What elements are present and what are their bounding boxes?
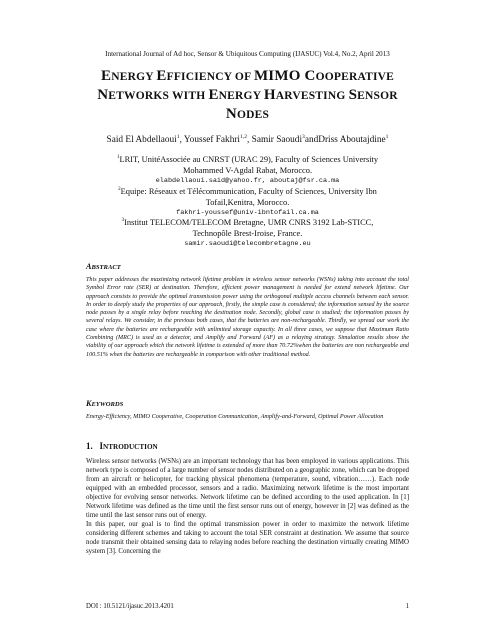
affiliation-1: $^1$LRIT, UnitéAssociée au CNRST (URAC 29), Faculty of Sciences University Mohammed V-Agdal Rabat, Morocco. elabdellaoui.said@yahoo.fr, aboutaj@fsr.ca.ma xyxy=(60,152,435,186)
keywords-text: Energy-Efficiency, MIMO Cooperative, Cooperation Communication, Amplify-and-Forward, Optimal Power Allocation xyxy=(86,413,384,420)
page-number: 1 xyxy=(405,603,409,610)
author-list: Said El Abdellaoui$^1$, Youssef Fakhri$^{1,2}$, Samir Saoudi$^3$andDriss Aboutajdine$^1$ xyxy=(106,134,389,146)
doi-label: DOI : 10.5121/ijasuc.2013.4201 xyxy=(86,603,174,610)
introduction-paragraph-2: In this paper, our goal is to find the optimal transmission power in order to maximize the network lifetime considering different schemes and taking to account the total SER constraint at destination. We assume that source node transmit their obtained sensing data to relaying nodes before reaching the destination virtually creating MIMO system [3]. Concerning the xyxy=(86,521,409,556)
introduction-heading: 1. INTRODUCTION xyxy=(86,441,158,451)
affiliation-3-email: samir.saoudi@telecombretagne.eu xyxy=(184,239,311,248)
abstract-heading: ABSTRACT xyxy=(86,262,121,271)
keywords-heading: KEYWORDS xyxy=(86,399,124,408)
abstract-text: This paper addresses the maximizing network lifetime problem in wireless sensor networks (WSNs) taking into account the total Symbol Error rate (SER) at destination. Therefore, efficient power management is needed for extend network lifetime. Our approach consists to provide the optimal transmission power using the orthogonal multiple access channels between each sensor. In order to deeply study the properties of our approach, firstly, the simple case is considered; the information sensed by the source node passes by a single relay before reaching the destination node. Secondly, global case is studied; the information passes by several relays. We consider, in the previous both cases, that the batteries are non-rechargeable. Thirdly, we spread our work the case where the batteries are rechargeable with unlimited storage capacity. In all three cases, we suppose that Maximum Ratio Combining (MRC) is used as a detector, and Amplify and Forward (AF) as a relaying strategy. Simulation results show the viability of our approach which the network lifetime is extended of more than 70.72%when the batteries are non rechargeable and 100.51% when the batteries are rechargeable in comparison with other traditional method. xyxy=(86,277,409,358)
introduction-paragraph-1: Wireless sensor networks (WSNs) are an important technology that has been employed in various applications. This network type is composed of a large number of sensor nodes distributed on a geographic zone, which can be dropped from an aircraft or helicopter, for tracking physical phenomena (temperature, sound, vibration……). Each node equipped with an embedded processor, sensors and a radio. Maximizing network lifetime is the most important objective for evolving sensor networks. Network lifetime can be defined according to the used application. In [1] Network lifetime was defined as the time until the first sensor runs out of energy, however in [2] was defined as the time until the last sensor runs out of energy. xyxy=(86,458,409,520)
affiliation-2-email: fakhri-youssef@univ-ibntofail.ca.ma xyxy=(176,208,319,217)
introduction-body xyxy=(86,457,409,557)
paper-title: ENERGY EFFICIENCY OF MIMO COOPERATIVE NETWORKS WITH ENERGY HARVESTING SENSOR NODES xyxy=(97,68,398,122)
page-footer xyxy=(86,603,409,610)
affiliation-1-email: elabdellaoui.said@yahoo.fr, aboutaj@fsr.ca.ma xyxy=(155,176,340,185)
affiliation-2: $^2$Equipe: Réseaux et Télécommunication, Faculty of Sciences, University Ibn Tofail,Kenitra, Morocco. fakhri-youssef@univ-ibntofail.ca.ma xyxy=(60,184,435,218)
affiliation-3: $^3$Institut TELECOM/TELECOM Bretagne, UMR CNRS 3192 Lab-STICC, Technopôle Brest-Iroise, France. samir.saoudi@telecombretagne.eu xyxy=(60,215,435,249)
journal-header: International Journal of Ad hoc, Sensor & Ubiquitous Computing (IJASUC) Vol.4, No.2, April 2013 xyxy=(105,50,390,58)
